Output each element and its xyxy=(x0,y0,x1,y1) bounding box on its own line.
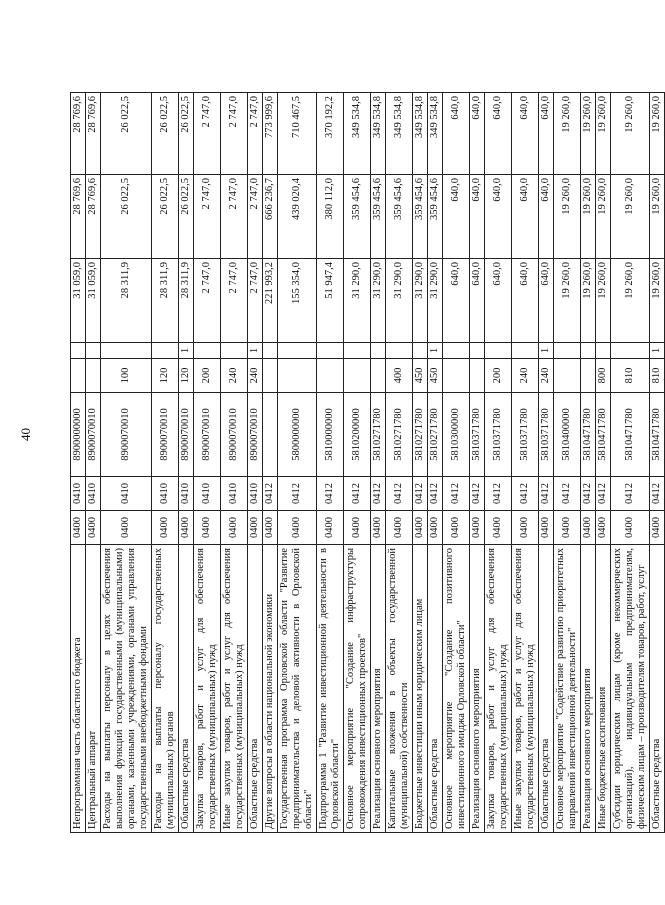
source-flag xyxy=(554,343,581,359)
amount-2021: 28 769,6 xyxy=(71,93,86,175)
expense-type-code: 450 xyxy=(428,359,443,393)
row-name: Реализация основного мероприятия xyxy=(371,545,386,833)
amount-2019: 640,0 xyxy=(443,259,470,343)
subsection-code: 0412 xyxy=(413,477,428,511)
subsection-code: 0410 xyxy=(248,477,263,511)
row-name: Областные средства xyxy=(179,545,194,833)
section-code: 0400 xyxy=(344,511,371,545)
amount-2020: 19 260,0 xyxy=(554,175,581,259)
target-article-code: 5810471780 xyxy=(596,393,611,477)
source-flag xyxy=(344,343,371,359)
target-article-code: 5810271780 xyxy=(371,393,386,477)
row-name: Капитальные вложения в объекты государственной (муниципальной) собственности xyxy=(386,545,413,833)
section-code: 0400 xyxy=(485,511,512,545)
target-article-code: 5810371780 xyxy=(539,393,554,477)
section-code: 0400 xyxy=(443,511,470,545)
amount-2019: 28 311,9 xyxy=(152,259,179,343)
amount-2020: 359 454,6 xyxy=(371,175,386,259)
amount-2019: 2 747,0 xyxy=(221,259,248,343)
expense-type-code: 200 xyxy=(485,359,512,393)
amount-2019: 31 290,0 xyxy=(386,259,413,343)
target-article-code: 5810200000 xyxy=(344,393,371,477)
subsection-code: 0412 xyxy=(611,477,650,511)
table-body xyxy=(71,93,665,833)
amount-2020: 439 020,4 xyxy=(278,175,317,259)
subsection-code: 0412 xyxy=(539,477,554,511)
subsection-code: 0412 xyxy=(278,477,317,511)
section-code: 0400 xyxy=(179,511,194,545)
row-name: Государственная программа Орловской области "Развитие предпринимательства и деловой активности в Орловской области" xyxy=(278,545,317,833)
source-flag: 1 xyxy=(179,343,194,359)
expense-type-code: 800 xyxy=(596,359,611,393)
amount-2020: 19 260,0 xyxy=(596,175,611,259)
amount-2020: 359 454,6 xyxy=(413,175,428,259)
row-name: Областные средства xyxy=(650,545,665,833)
amount-2021: 640,0 xyxy=(443,93,470,175)
amount-2020: 380 112,0 xyxy=(317,175,344,259)
amount-2020: 19 260,0 xyxy=(581,175,596,259)
table-row xyxy=(179,93,194,833)
subsection-code: 0412 xyxy=(428,477,443,511)
subsection-code: 0410 xyxy=(101,477,152,511)
row-name: Областные средства xyxy=(248,545,263,833)
amount-2020: 359 454,6 xyxy=(386,175,413,259)
amount-2020: 640,0 xyxy=(485,175,512,259)
amount-2021: 640,0 xyxy=(485,93,512,175)
table-row xyxy=(611,93,650,833)
amount-2019: 640,0 xyxy=(512,259,539,343)
source-flag: 1 xyxy=(248,343,263,359)
target-article-code: 8900070010 xyxy=(221,393,248,477)
amount-2021: 2 747,0 xyxy=(194,93,221,175)
expense-type-code: 240 xyxy=(221,359,248,393)
row-name: Реализация основного мероприятия xyxy=(581,545,596,833)
target-article-code: 8900070010 xyxy=(179,393,194,477)
expense-type-code xyxy=(71,359,86,393)
subsection-code: 0412 xyxy=(470,477,485,511)
amount-2021: 349 534,8 xyxy=(428,93,443,175)
expense-type-code: 810 xyxy=(611,359,650,393)
section-code: 0400 xyxy=(263,511,278,545)
amount-2020: 640,0 xyxy=(512,175,539,259)
source-flag xyxy=(470,343,485,359)
row-name: Иные закупки товаров, работ и услуг для обеспечения государственных (муниципальных) нужд xyxy=(512,545,539,833)
source-flag xyxy=(596,343,611,359)
amount-2019: 221 993,2 xyxy=(263,259,278,343)
amount-2020: 640,0 xyxy=(539,175,554,259)
subsection-code: 0412 xyxy=(485,477,512,511)
expense-type-code: 810 xyxy=(650,359,665,393)
source-flag: 1 xyxy=(539,343,554,359)
table-row xyxy=(194,93,221,833)
amount-2019: 28 311,9 xyxy=(101,259,152,343)
amount-2021: 370 192,2 xyxy=(317,93,344,175)
amount-2021: 2 747,0 xyxy=(221,93,248,175)
row-name: Расходы на выплаты персоналу государственных (муниципальных) органов xyxy=(152,545,179,833)
amount-2020: 28 769,6 xyxy=(86,175,101,259)
subsection-code: 0410 xyxy=(221,477,248,511)
table-row xyxy=(650,93,665,833)
expense-type-code: 240 xyxy=(539,359,554,393)
subsection-code: 0412 xyxy=(554,477,581,511)
target-article-code: 5810300000 xyxy=(443,393,470,477)
target-article-code: 5800000000 xyxy=(278,393,317,477)
expense-type-code xyxy=(443,359,470,393)
section-code: 0400 xyxy=(386,511,413,545)
subsection-code: 0410 xyxy=(86,477,101,511)
amount-2021: 19 260,0 xyxy=(596,93,611,175)
table-row xyxy=(278,93,317,833)
target-article-code: 5810471780 xyxy=(611,393,650,477)
source-flag xyxy=(485,343,512,359)
expense-type-code: 200 xyxy=(194,359,221,393)
section-code: 0400 xyxy=(101,511,152,545)
subsection-code: 0412 xyxy=(596,477,611,511)
amount-2019: 640,0 xyxy=(470,259,485,343)
amount-2021: 640,0 xyxy=(470,93,485,175)
table-row xyxy=(554,93,581,833)
section-code: 0400 xyxy=(317,511,344,545)
amount-2019: 31 059,0 xyxy=(86,259,101,343)
amount-2019: 31 059,0 xyxy=(71,259,86,343)
table-row xyxy=(263,93,278,833)
source-flag xyxy=(443,343,470,359)
amount-2020: 640,0 xyxy=(470,175,485,259)
amount-2019: 19 260,0 xyxy=(581,259,596,343)
section-code: 0400 xyxy=(413,511,428,545)
source-flag: 1 xyxy=(650,343,665,359)
table-row xyxy=(470,93,485,833)
amount-2020: 19 260,0 xyxy=(611,175,650,259)
source-flag xyxy=(86,343,101,359)
amount-2019: 51 947,4 xyxy=(317,259,344,343)
expense-type-code: 120 xyxy=(152,359,179,393)
amount-2019: 31 290,0 xyxy=(428,259,443,343)
row-name: Другие вопросы в области национальной экономики xyxy=(263,545,278,833)
source-flag xyxy=(611,343,650,359)
table-row xyxy=(512,93,539,833)
expense-type-code xyxy=(317,359,344,393)
table-row xyxy=(485,93,512,833)
section-code: 0400 xyxy=(194,511,221,545)
expense-type-code: 400 xyxy=(386,359,413,393)
amount-2020: 28 769,6 xyxy=(71,175,86,259)
amount-2021: 26 022,5 xyxy=(152,93,179,175)
row-name: Бюджетные инвестиции иным юридическим лицам xyxy=(413,545,428,833)
target-article-code: 8900000000 xyxy=(71,393,86,477)
amount-2019: 19 260,0 xyxy=(650,259,665,343)
section-code: 0400 xyxy=(611,511,650,545)
target-article-code: 5810371780 xyxy=(512,393,539,477)
subsection-code: 0412 xyxy=(371,477,386,511)
section-code: 0400 xyxy=(470,511,485,545)
row-name: Центральный аппарат xyxy=(86,545,101,833)
row-name: Иные бюджетные ассигнования xyxy=(596,545,611,833)
row-name: Закупка товаров, работ и услуг для обеспечения государственных (муниципальных) нужд xyxy=(194,545,221,833)
source-flag: 1 xyxy=(428,343,443,359)
amount-2019: 31 290,0 xyxy=(344,259,371,343)
amount-2019: 2 747,0 xyxy=(248,259,263,343)
source-flag xyxy=(581,343,596,359)
amount-2019: 2 747,0 xyxy=(194,259,221,343)
subsection-code: 0410 xyxy=(194,477,221,511)
amount-2021: 349 534,8 xyxy=(344,93,371,175)
section-code: 0400 xyxy=(248,511,263,545)
row-name: Непрограммная часть областного бюджета xyxy=(71,545,86,833)
expense-type-code xyxy=(278,359,317,393)
rotated-table-container xyxy=(70,93,662,833)
table-row xyxy=(581,93,596,833)
target-article-code: 5810000000 xyxy=(317,393,344,477)
source-flag xyxy=(371,343,386,359)
table-row xyxy=(317,93,344,833)
amount-2020: 2 747,0 xyxy=(248,175,263,259)
amount-2021: 26 022,5 xyxy=(179,93,194,175)
amount-2019: 28 311,9 xyxy=(179,259,194,343)
source-flag xyxy=(194,343,221,359)
subsection-code: 0410 xyxy=(71,477,86,511)
amount-2020: 640,0 xyxy=(443,175,470,259)
section-code: 0400 xyxy=(86,511,101,545)
amount-2021: 2 747,0 xyxy=(248,93,263,175)
row-name: Основное мероприятие "Создание инфраструктуры сопровождения инвестиционных проектов" xyxy=(344,545,371,833)
expense-type-code: 450 xyxy=(413,359,428,393)
target-article-code: 5810271780 xyxy=(386,393,413,477)
table-row xyxy=(152,93,179,833)
table-row xyxy=(539,93,554,833)
budget-table xyxy=(70,92,665,833)
amount-2019: 31 290,0 xyxy=(371,259,386,343)
table-row xyxy=(413,93,428,833)
source-flag xyxy=(263,343,278,359)
target-article-code: 5810471780 xyxy=(581,393,596,477)
amount-2020: 19 260,0 xyxy=(650,175,665,259)
amount-2020: 2 747,0 xyxy=(221,175,248,259)
row-name: Иные закупки товаров, работ и услуг для обеспечения государственных (муниципальных) нужд xyxy=(221,545,248,833)
source-flag xyxy=(512,343,539,359)
expense-type-code xyxy=(470,359,485,393)
expense-type-code: 100 xyxy=(101,359,152,393)
amount-2021: 19 260,0 xyxy=(650,93,665,175)
expense-type-code xyxy=(86,359,101,393)
page-number: 40 xyxy=(18,428,33,441)
source-flag xyxy=(413,343,428,359)
amount-2019: 19 260,0 xyxy=(611,259,650,343)
expense-type-code: 240 xyxy=(248,359,263,393)
target-article-code: 8900070010 xyxy=(152,393,179,477)
expense-type-code xyxy=(581,359,596,393)
table-row xyxy=(86,93,101,833)
subsection-code: 0410 xyxy=(152,477,179,511)
amount-2021: 28 769,6 xyxy=(86,93,101,175)
expense-type-code xyxy=(554,359,581,393)
table-row xyxy=(248,93,263,833)
table-row xyxy=(344,93,371,833)
expense-type-code xyxy=(371,359,386,393)
target-article-code: 5810271780 xyxy=(413,393,428,477)
section-code: 0400 xyxy=(71,511,86,545)
table-row xyxy=(596,93,611,833)
table-row xyxy=(371,93,386,833)
amount-2021: 773 999,6 xyxy=(263,93,278,175)
table-row xyxy=(221,93,248,833)
source-flag xyxy=(152,343,179,359)
amount-2019: 19 260,0 xyxy=(554,259,581,343)
section-code: 0400 xyxy=(278,511,317,545)
amount-2019: 640,0 xyxy=(539,259,554,343)
source-flag xyxy=(221,343,248,359)
amount-2021: 349 534,8 xyxy=(371,93,386,175)
row-name: Закупка товаров, работ и услуг для обеспечения государственных (муниципальных) нужд xyxy=(485,545,512,833)
table-row xyxy=(386,93,413,833)
expense-type-code xyxy=(263,359,278,393)
source-flag xyxy=(101,343,152,359)
row-name: Подпрограмма 1 "Развитие инвестиционной деятельности в Орловской области" xyxy=(317,545,344,833)
amount-2021: 26 022,5 xyxy=(101,93,152,175)
section-code: 0400 xyxy=(596,511,611,545)
subsection-code: 0412 xyxy=(317,477,344,511)
subsection-code: 0412 xyxy=(512,477,539,511)
section-code: 0400 xyxy=(539,511,554,545)
subsection-code: 0412 xyxy=(344,477,371,511)
amount-2021: 640,0 xyxy=(512,93,539,175)
amount-2020: 26 022,5 xyxy=(101,175,152,259)
amount-2019: 19 260,0 xyxy=(596,259,611,343)
amount-2021: 710 467,5 xyxy=(278,93,317,175)
amount-2021: 349 534,8 xyxy=(413,93,428,175)
row-name: Областные средства xyxy=(539,545,554,833)
amount-2019: 31 290,0 xyxy=(413,259,428,343)
target-article-code: 5810400000 xyxy=(554,393,581,477)
table-row xyxy=(71,93,86,833)
amount-2019: 640,0 xyxy=(485,259,512,343)
target-article-code: 5810371780 xyxy=(470,393,485,477)
row-name: Расходы на выплаты персоналу в целях обеспечения выполнения функций государственными (муниципальными) органами, казенными учреждениями, органами управления государственными внебюджетными фондами xyxy=(101,545,152,833)
target-article-code xyxy=(263,393,278,477)
target-article-code: 8900070010 xyxy=(101,393,152,477)
section-code: 0400 xyxy=(371,511,386,545)
amount-2020: 26 022,5 xyxy=(152,175,179,259)
target-article-code: 5810471780 xyxy=(650,393,665,477)
row-name: Реализация основного мероприятия xyxy=(470,545,485,833)
target-article-code: 8900070010 xyxy=(194,393,221,477)
row-name: Основное мероприятие "Создание позитивного инвестиционного имиджа Орловской области" xyxy=(443,545,470,833)
section-code: 0400 xyxy=(554,511,581,545)
source-flag xyxy=(317,343,344,359)
subsection-code: 0412 xyxy=(263,477,278,511)
amount-2021: 349 534,8 xyxy=(386,93,413,175)
subsection-code: 0410 xyxy=(179,477,194,511)
section-code: 0400 xyxy=(221,511,248,545)
amount-2021: 19 260,0 xyxy=(554,93,581,175)
source-flag xyxy=(71,343,86,359)
amount-2019: 155 354,0 xyxy=(278,259,317,343)
row-name: Субсидии юридическим лицам (кроме некоммерческих организаций), индивидуальным предпринимателям, физическим лицам – производителям товаров, работ, услуг xyxy=(611,545,650,833)
amount-2020: 2 747,0 xyxy=(194,175,221,259)
row-name: Областные средства xyxy=(428,545,443,833)
subsection-code: 0412 xyxy=(443,477,470,511)
expense-type-code: 120 xyxy=(179,359,194,393)
table-row xyxy=(428,93,443,833)
section-code: 0400 xyxy=(581,511,596,545)
subsection-code: 0412 xyxy=(650,477,665,511)
source-flag xyxy=(278,343,317,359)
section-code: 0400 xyxy=(152,511,179,545)
row-name: Основное мероприятие "Содействие развитию приоритетных направлений инвестиционной деятельности" xyxy=(554,545,581,833)
expense-type-code xyxy=(344,359,371,393)
section-code: 0400 xyxy=(512,511,539,545)
amount-2021: 640,0 xyxy=(539,93,554,175)
amount-2021: 19 260,0 xyxy=(581,93,596,175)
expense-type-code: 240 xyxy=(512,359,539,393)
subsection-code: 0412 xyxy=(581,477,596,511)
subsection-code: 0412 xyxy=(386,477,413,511)
section-code: 0400 xyxy=(428,511,443,545)
amount-2020: 26 022,5 xyxy=(179,175,194,259)
target-article-code: 8900070010 xyxy=(248,393,263,477)
amount-2020: 359 454,6 xyxy=(344,175,371,259)
source-flag xyxy=(386,343,413,359)
amount-2020: 359 454,6 xyxy=(428,175,443,259)
target-article-code: 8900070010 xyxy=(86,393,101,477)
table-row xyxy=(443,93,470,833)
target-article-code: 5810271780 xyxy=(428,393,443,477)
amount-2020: 666 236,7 xyxy=(263,175,278,259)
section-code: 0400 xyxy=(650,511,665,545)
target-article-code: 5810371780 xyxy=(485,393,512,477)
amount-2021: 19 260,0 xyxy=(611,93,650,175)
table-row xyxy=(101,93,152,833)
